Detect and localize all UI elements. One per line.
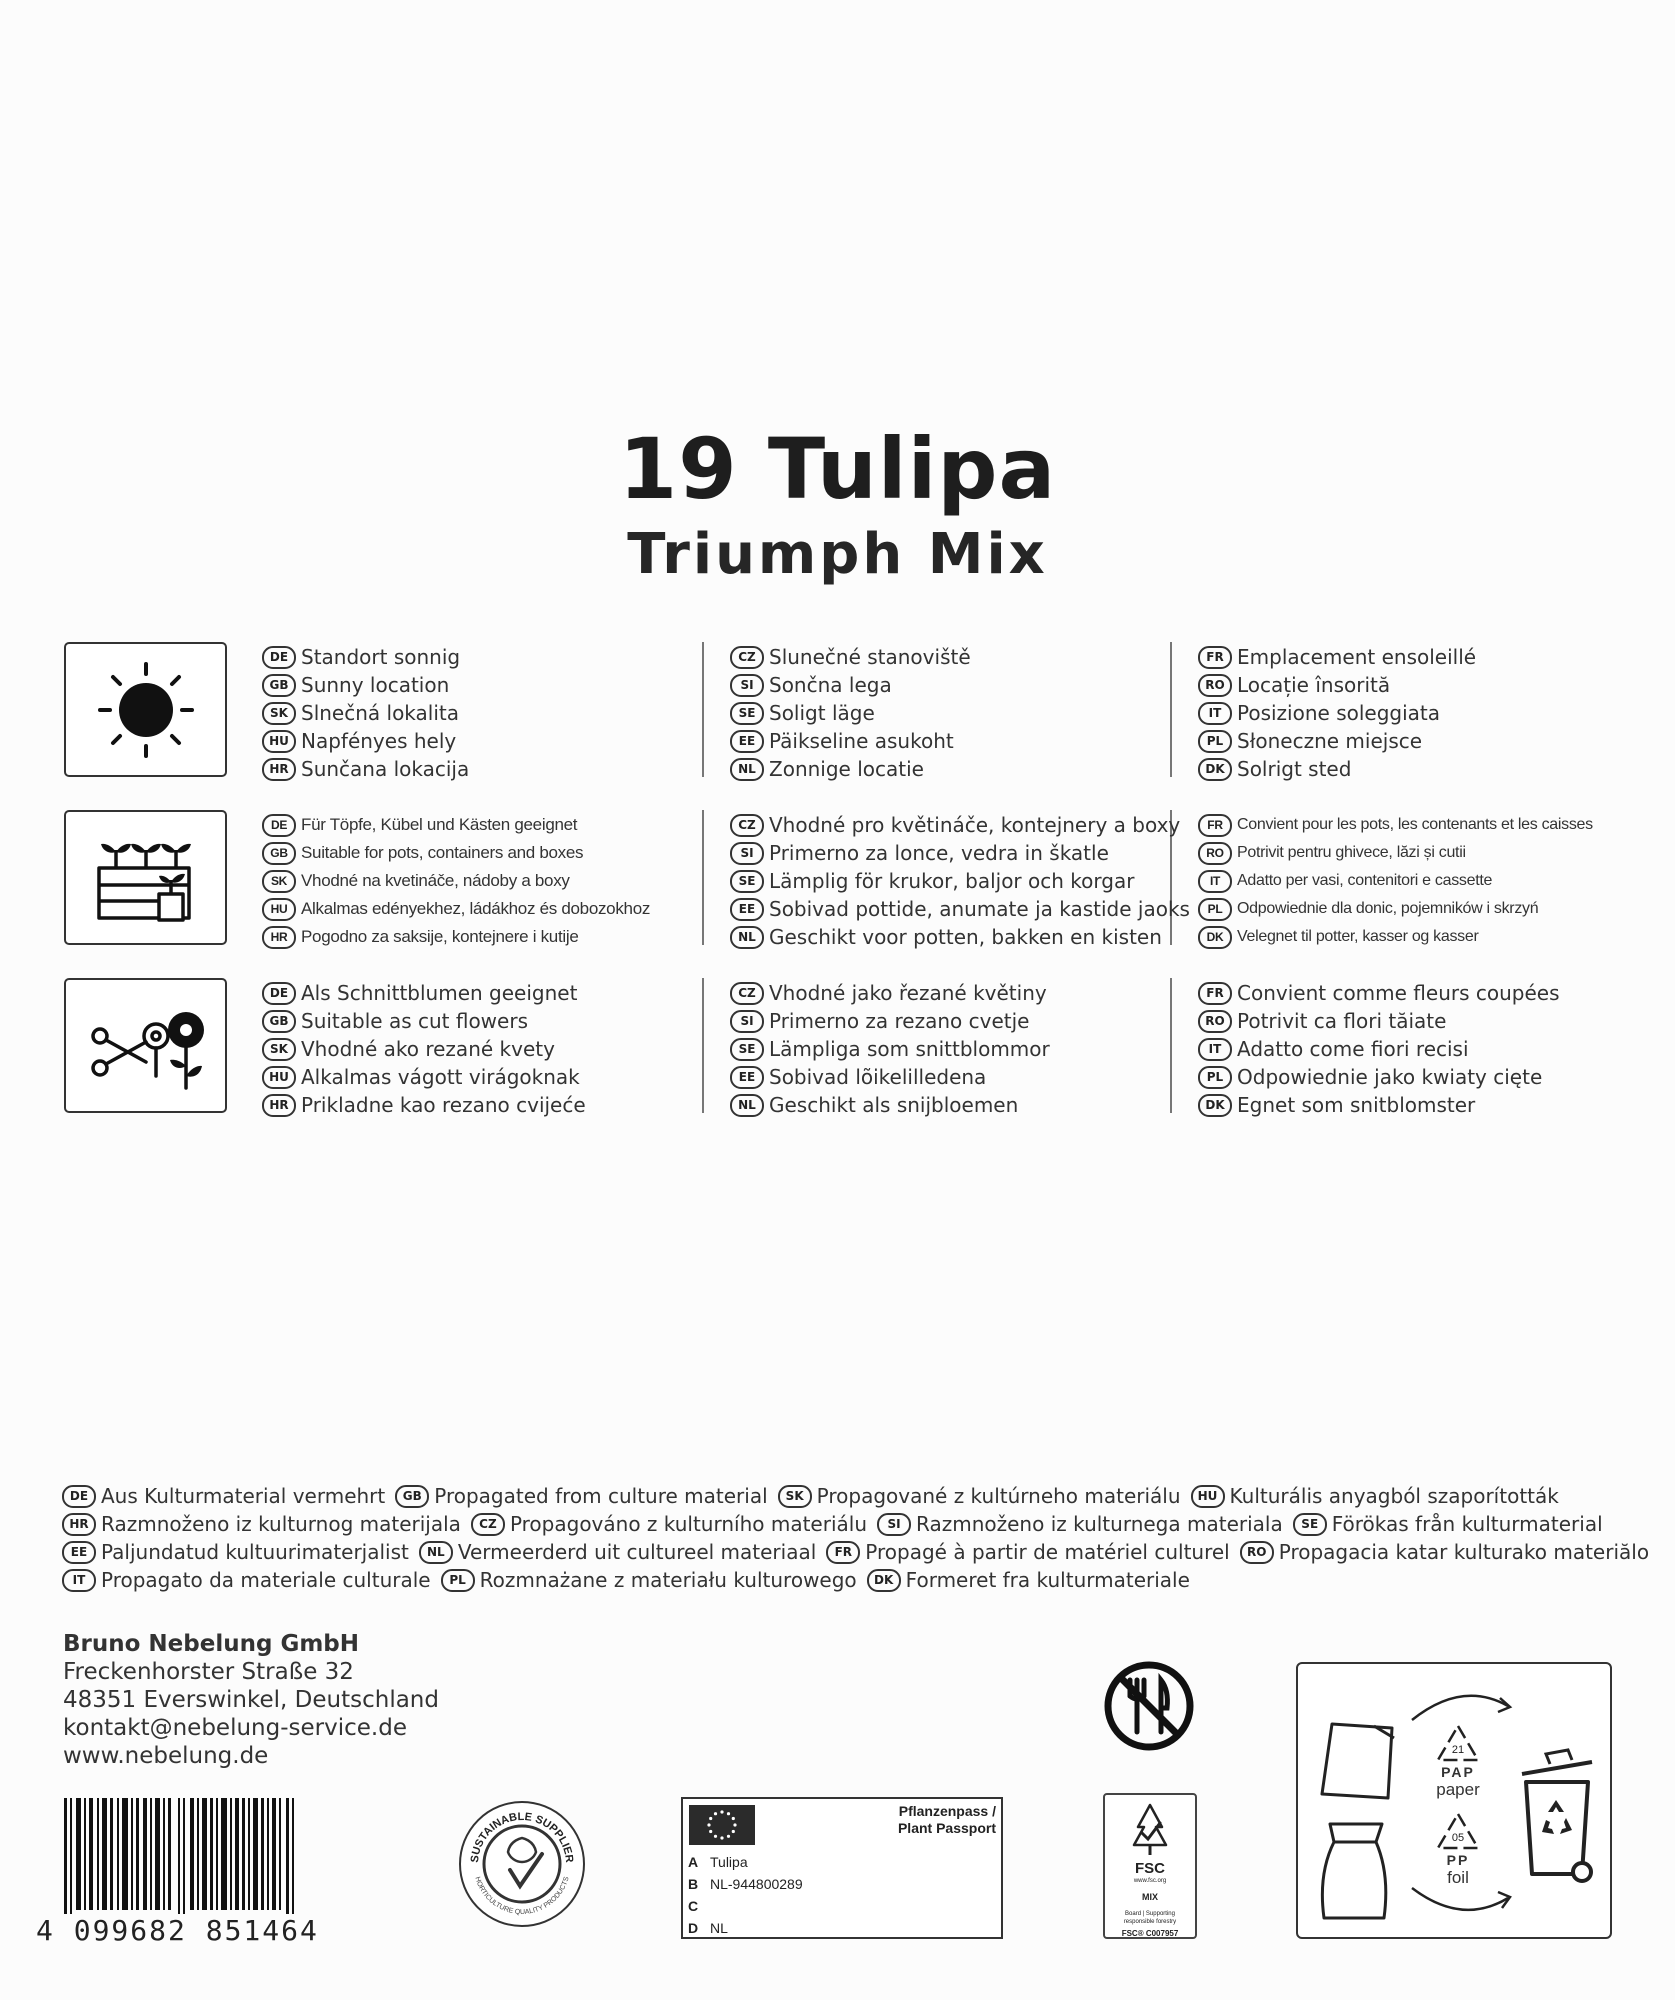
plant-passport-title: Pflanzenpass / Plant Passport [897,1803,996,1836]
column-separator [1170,978,1172,1113]
list-item: PL Odpowiednie dla donic, pojemników i skrzyń [1198,895,1638,923]
list-item: D NL [688,1920,728,1936]
arrow-bottom-icon [1408,1882,1518,1922]
list-item: GB Suitable as cut flowers [262,1007,702,1035]
cut-flowers-text-col-2 [730,979,1170,1119]
column-separator [702,810,704,945]
cut-flowers-text-col-3 [1198,979,1638,1119]
sun-text-col-1 [262,643,702,783]
list-item: FR Convient pour les pots, les contenants et les caisses [1198,811,1638,839]
list-item: DE Als Schnittblumen geeignet [262,979,702,1007]
list-item: SI Sončna lega [730,671,1170,699]
propagation-line: EE Paljundatud kultuurimaterjalist NL Vermeerderd uit cultureel materiaal FR Propagé à partir de matériel culturel RO Propagacia katar kulturako materiălo [62,1538,1622,1566]
recycle-triangle-foil-icon [1434,1810,1482,1852]
list-item: HU Alkalmas vágott virágoknak [262,1063,702,1091]
list-item: SE Soligt läge [730,699,1170,727]
sun-text-col-2 [730,643,1170,783]
column-separator [702,978,704,1113]
list-item: GB Suitable for pots, containers and boxes [262,839,702,867]
list-item: DE Standort sonnig [262,643,702,671]
list-item: SK Vhodné na kvetináče, nádoby a boxy [262,867,702,895]
fsc-tree-icon [1120,1801,1180,1857]
planter-text-col-3 [1198,811,1638,951]
sustainable-supplier-seal-icon [458,1800,586,1928]
list-item: DK Velegnet til potter, kasser og kasser [1198,923,1638,951]
seal-top-text: SUSTAINABLE SUPPLIER [468,1810,576,1864]
list-item: SI Primerno za rezano cvetje [730,1007,1170,1035]
sun-icon [96,660,196,760]
city: 48351 Everswinkel, Deutschland [63,1687,439,1713]
list-item: NL Geschikt als snijbloemen [730,1091,1170,1119]
paper-abbr: PAP [1441,1764,1475,1780]
list-item: SE Lämpliga som snittblommor [730,1035,1170,1063]
list-item: A Tulipa [688,1854,748,1870]
recycling-info [1296,1662,1612,1939]
fsc-label [1103,1793,1197,1939]
column-separator [1170,642,1172,777]
paper-code: 21 [1451,1744,1465,1756]
list-item: PL Odpowiednie jako kwiaty cięte [1198,1063,1638,1091]
cut-flowers-text-col-1 [262,979,702,1119]
product-subtitle: Triumph Mix [627,522,1048,587]
list-item: SE Lämplig för krukor, baljor och korgar [730,867,1170,895]
fsc-text: FSC [1135,1860,1165,1877]
list-item: HU Alkalmas edényekhez, ládákhoz és dobozokhoz [262,895,702,923]
foil-word: foil [1447,1868,1469,1887]
sun-text-col-3 [1198,643,1638,783]
list-item: EE Sobivad lõikelilledena [730,1063,1170,1091]
list-item: DK Solrigt sted [1198,755,1638,783]
planter-text-col-1 [262,811,702,951]
fsc-site: www.fsc.org [1133,1878,1167,1884]
cut-flowers-icon [86,996,206,1096]
foil-abbr: PP [1446,1852,1470,1868]
email-link[interactable]: kontakt@nebelung-service.de [63,1715,407,1741]
arrow-top-icon [1408,1686,1518,1726]
planter-icon [91,828,201,928]
paper-word: paper [1436,1780,1480,1799]
fsc-mix: MIX [1141,1892,1158,1902]
cut-flowers-icon-box [64,978,227,1113]
not-edible-icon [1103,1660,1195,1752]
list-item: DE Für Töpfe, Kübel und Kästen geeignet [262,811,702,839]
list-item: NL Geschikt voor potten, bakken en kisten [730,923,1170,951]
list-item: HR Prikladne kao rezano cvijeće [262,1091,702,1119]
list-item: EE Päikseline asukoht [730,727,1170,755]
propagation-line: HR Razmnoženo iz kulturnog materijala CZ Propagováno z kulturního materiálu SI Razmnoženo iz kulturnega materiala SE Förökas från kulturmaterial [62,1510,1622,1538]
list-item: IT Adatto per vasi, contenitori e cassette [1198,867,1638,895]
eu-flag-icon [689,1805,755,1845]
list-item: FR Convient comme fleurs coupées [1198,979,1638,1007]
propagation-line: IT Propagato da materiale culturale PL Rozmnażane z materiału kulturowego DK Formeret fra kulturmateriale [62,1566,1622,1594]
list-item: C [688,1898,699,1914]
list-item: B NL-944800289 [688,1876,803,1892]
foil-code: 05 [1451,1832,1465,1844]
column-separator [702,642,704,777]
list-item: IT Posizione soleggiata [1198,699,1638,727]
seal-bottom-text: HORTICULTURE QUALITY PRODUCTS [473,1876,571,1917]
fsc-desc-line2: responsible forestry [1123,1919,1177,1925]
plant-passport [681,1797,1003,1939]
product-title: 19 Tulipa [618,420,1057,518]
list-item: CZ Slunečné stanoviště [730,643,1170,671]
list-item: IT Adatto come fiori recisi [1198,1035,1638,1063]
list-item: RO Potrivit pentru ghivece, lăzi și cutii [1198,839,1638,867]
list-item: HU Napfényes hely [262,727,702,755]
propagation-statement [62,1482,1650,1594]
list-item: CZ Vhodné pro květináče, kontejnery a boxy [730,811,1170,839]
sun-icon-box [64,642,227,777]
paper-sheet-icon [1312,1714,1402,1814]
planter-icon-box [64,810,227,945]
list-item: SI Primerno za lonce, vedra in škatle [730,839,1170,867]
list-item: SK Vhodné ako rezané kvety [262,1035,702,1063]
street: Freckenhorster Straße 32 [63,1659,354,1685]
company-address [63,1630,439,1770]
list-item: CZ Vhodné jako řezané květiny [730,979,1170,1007]
recycle-triangle-paper-icon [1434,1722,1482,1764]
list-item: HR Pogodno za saksije, kontejnere i kutije [262,923,702,951]
list-item: GB Sunny location [262,671,702,699]
company-name: Bruno Nebelung GmbH [63,1631,360,1657]
recycling-bin-icon [1512,1734,1602,1894]
list-item: RO Locație însorită [1198,671,1638,699]
list-item: HR Sunčana lokacija [262,755,702,783]
list-item: NL Zonnige locatie [730,755,1170,783]
list-item: DK Egnet som snitblomster [1198,1091,1638,1119]
fsc-desc-line1: Board | Supporting [1125,1911,1175,1917]
planter-text-col-2 [730,811,1190,951]
list-item: RO Potrivit ca flori tăiate [1198,1007,1638,1035]
fsc-code: FSC® C007957 [1121,1929,1179,1938]
propagation-line: DE Aus Kulturmaterial vermehrt GB Propagated from culture material SK Propagované z kultúrneho materiálu HU Kulturális anyagból szaporították [62,1482,1622,1510]
bag-icon [1312,1814,1402,1924]
list-item: FR Emplacement ensoleillé [1198,643,1638,671]
list-item: SK Slnečná lokalita [262,699,702,727]
plant-passport-rows [688,1851,803,1939]
list-item: PL Słoneczne miejsce [1198,727,1638,755]
list-item: EE Sobivad pottide, anumate ja kastide jaoks [730,895,1170,923]
barcode-number: 4 099682 851464 [36,1914,319,1947]
website-link[interactable]: www.nebelung.de [63,1743,269,1769]
